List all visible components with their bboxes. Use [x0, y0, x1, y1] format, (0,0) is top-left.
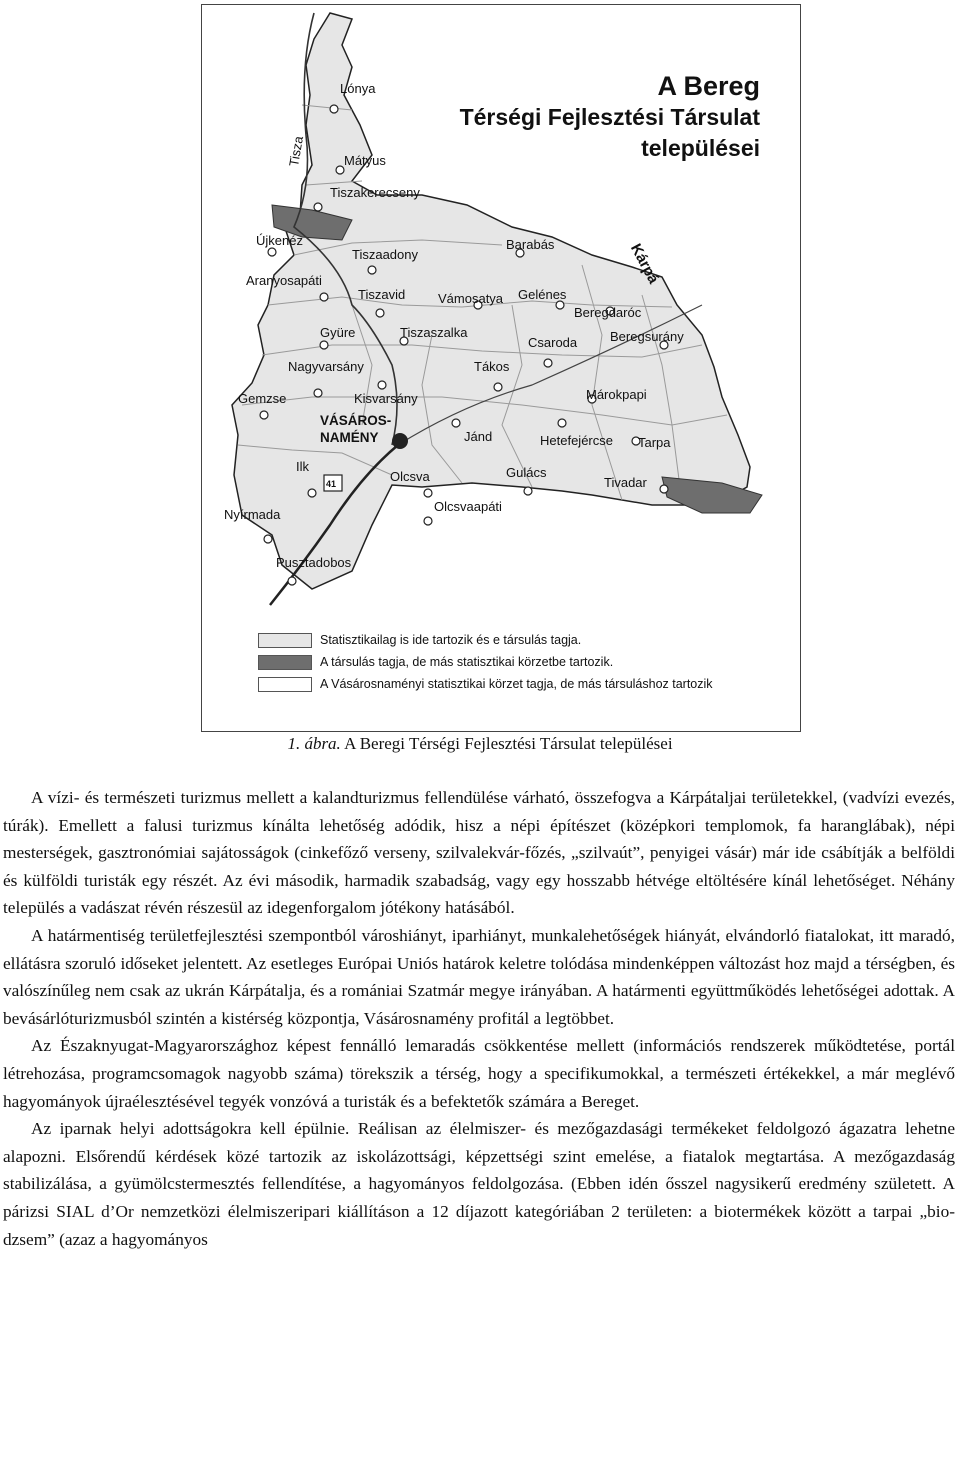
legend-item	[258, 673, 713, 695]
legend-label: Statisztikailag is ide tartozik és e társulás tagja.	[320, 633, 582, 647]
label-csaroda: Csaroda	[528, 335, 578, 350]
river-label-tisza-north: Tisza	[286, 134, 307, 168]
label-gemzse: Gemzse	[238, 391, 287, 406]
river-label-karpa: Kárpá	[626, 241, 662, 287]
label-tiszaszalka: Tiszaszalka	[400, 325, 468, 340]
map-title-line3: települései	[641, 135, 760, 161]
figure-number: 1. ábra.	[287, 734, 341, 753]
label-tiszavid: Tiszavid	[358, 287, 406, 302]
label-gulacs: Gulács	[506, 465, 547, 480]
road-number: 41	[326, 479, 337, 489]
legend-label: A társulás tagja, de más statisztikai körzetbe tartozik.	[320, 655, 614, 669]
label-ilk: Ilk	[296, 459, 309, 474]
vasarosnameny-city-marker	[392, 433, 408, 449]
legend-swatch-dark	[258, 655, 312, 670]
legend-swatch-white	[258, 677, 312, 692]
map-title	[460, 71, 760, 164]
label-ujkenez: Újkenéz	[256, 233, 303, 248]
label-gelenes: Gelénes	[518, 287, 567, 302]
label-marokpapi: Márokpapi	[586, 387, 647, 402]
label-tivadar: Tivadar	[604, 475, 647, 490]
legend-item	[258, 651, 713, 673]
paragraph-4: Az iparnak helyi adottságokra kell épülnie. Reálisan az élelmiszer- és mezőgazdasági termékeket feldolgozó ágazatra lehetne alapozni. Elsőrendű kérdések közé tartozik az iskolázottsági, képzettségi szint emelése, a fiatalok megtartása. A mezőgazdaság stabilizálása, a gyümölcstermesztés fellendítése, a hagyományos feldolgozása. (Ebben idén ősszel nagysikerű eredmény született. A párizsi SIAL d’Or nemzetközi élelmiszeripari kiállításon a 12 díjazott kategóriában 2 területen: a biotermékek között a tarpai „bio-dzsem” (azaz a hagyományos	[3, 1119, 955, 1249]
label-hetefejercse: Hetefejércse	[540, 433, 613, 448]
label-tarpa: Tarpa	[638, 435, 671, 450]
map-figure	[201, 4, 801, 732]
legend-swatch-light	[258, 633, 312, 648]
label-barabas: Barabás	[506, 237, 555, 252]
map-title-line1: A Bereg	[657, 71, 760, 101]
label-beregsurany: Beregsurány	[610, 329, 684, 344]
label-tiszakerecseny: Tiszakerecseny	[330, 185, 420, 200]
figure-caption	[0, 734, 960, 754]
label-gyure: Gyüre	[320, 325, 356, 340]
label-olcsva: Olcsva	[390, 469, 430, 484]
label-tiszaadony: Tiszaadony	[352, 247, 418, 262]
paragraph-3: Az Északnyugat-Magyarországhoz képest fennálló lemaradás csökkentése mellett (információs rendszerek működtetése, portál létrehozása, programcsomagok nagyobb száma) törekszik a térség, hogy a specifikumokkal, a természeti értékekkel, a már meglévő hagyományok újraélesztésével tegyék vonzóvá a turisták és a befektetők számára a Bereget.	[3, 1036, 955, 1111]
figure-caption-text: A Beregi Térségi Fejlesztési Társulat települései	[340, 734, 673, 753]
label-aranyosapati: Aranyosapáti	[246, 273, 322, 288]
label-vasarosnameny-2: NAMÉNY	[320, 430, 379, 445]
label-olcsvaapati: Olcsvaapáti	[434, 499, 502, 514]
label-beregdaroc: Beregdaróc	[574, 305, 642, 320]
label-lonya: Lónya	[340, 81, 376, 96]
legend-item	[258, 629, 713, 651]
label-kisvarsany: Kisvarsány	[354, 391, 418, 406]
label-matyus: Mátyus	[344, 153, 386, 168]
label-nagyvarsany: Nagyvarsány	[288, 359, 364, 374]
paragraph-1: A vízi- és természeti turizmus mellett a kalandturizmus fellendülése várható, összefogva a Kárpátaljai területekkel, (vadvízi evezés, túrák). Emellett a falusi turizmus kínálta lehetőség adódik, hisz a népi építészet (középkori templomok, fa haranglábak), népi mesterségek, gasztronómiai sajátosságok (cinkefőző verseny, szilvalekvár-főzés, „szilvaút”, penyigei vásár) már ide csábítják a belföldi és külföldi turisták egy részét. Az évi második, harmadik szabadság, vagy egy hosszabb hétvége eltöltésére kínál lehetőséget. Néhány település a vadászat révén részesül az idegenforgalom jótékony hatásából.	[3, 788, 955, 918]
label-takos: Tákos	[474, 359, 510, 374]
label-nyirmada: Nyírmada	[224, 507, 281, 522]
label-pusztadobos: Pusztadobos	[276, 555, 352, 570]
label-vasarosnameny-1: VÁSÁROS-	[320, 413, 392, 428]
label-jand: Jánd	[464, 429, 493, 444]
map-title-line2: Térségi Fejlesztési Társulat	[459, 104, 760, 130]
body-text	[3, 784, 955, 1253]
legend-label: A Vásárosnaményi statisztikai körzet tagja, de más társuláshoz tartozik	[320, 677, 713, 691]
map-legend	[258, 629, 713, 695]
paragraph-2: A határmentiség területfejlesztési szempontból városhiányt, iparhiányt, munkalehetőségek hiányát, elvándorló fiatalokat, itt maradó, ellátásra szoruló időseket jelentett. Az esetleges Európai Uniós határok keletre tolódása mindenképpen változást hoz majd a térségben, és valószínűleg nem csak az ukrán Kárpátalja, és a romániai Szatmár megye irányában. A határmenti együttműködés lehetőségei adottak. A bevásárlóturizmusból szintén a kistérség központja, Vásárosnamény profitál a legtöbbet.	[3, 925, 955, 1028]
label-vamosatya: Vámosatya	[438, 291, 504, 306]
